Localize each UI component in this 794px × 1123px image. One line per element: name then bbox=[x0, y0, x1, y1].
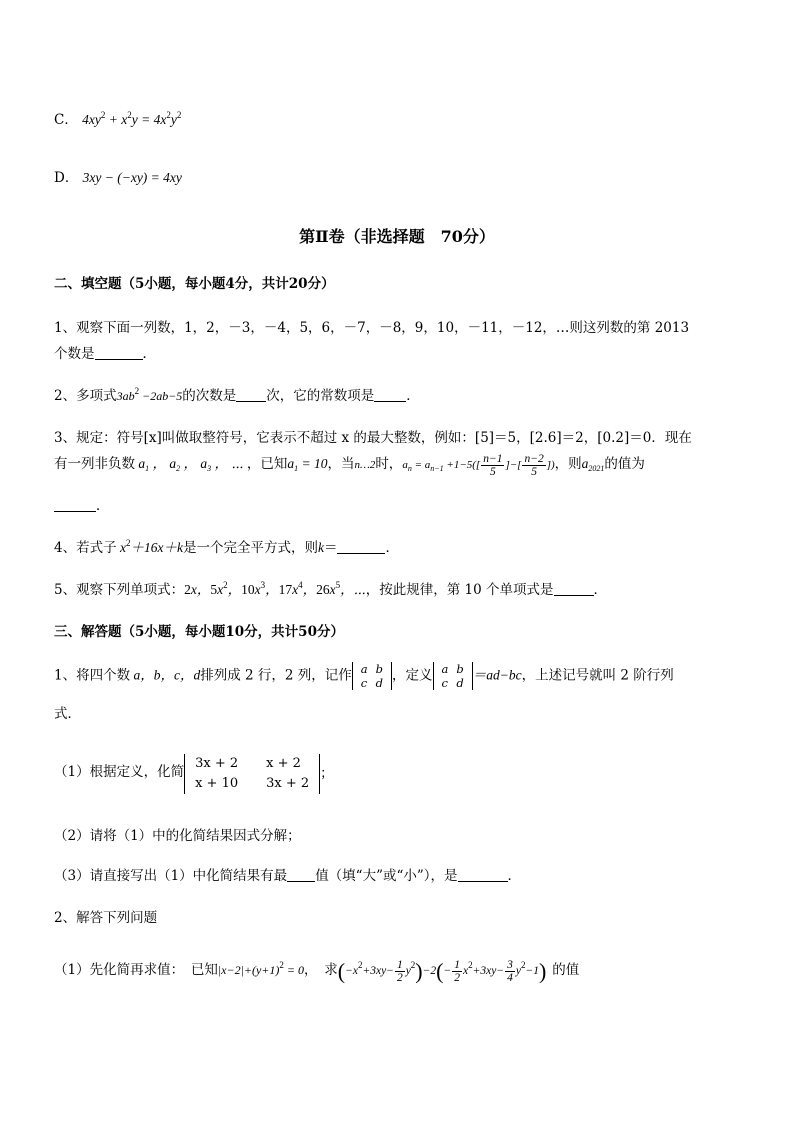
answer-blank[interactable] bbox=[54, 510, 96, 512]
section-title: 第Ⅱ卷（非选择题 70分） bbox=[299, 227, 495, 246]
answer-blank[interactable] bbox=[287, 880, 315, 882]
solve-q1-line1 bbox=[54, 662, 674, 690]
fill-q1-end: ． bbox=[142, 346, 156, 362]
fill-q5-text2: ，按此规律，第 10 个单项式是 bbox=[365, 582, 554, 598]
four-numbers: a，b，c，d bbox=[130, 667, 201, 683]
recurrence-formula: $a_n = a_{n-1} +1-5$([ $\frac{n-1}{5}$ ]−[ $\frac{n-2}{5}$ ]) bbox=[402, 452, 555, 478]
solve-q1-line2: 式． bbox=[54, 706, 81, 722]
polynomial-expression: $3ab^2 -2ab-5$ bbox=[116, 386, 183, 403]
solve-q1-sub1-text: （1）根据定义，化简 bbox=[54, 763, 185, 780]
answer-blank[interactable] bbox=[95, 358, 143, 360]
solve-q1-sub1 bbox=[54, 754, 334, 794]
determinant-expression: 3x + 2 x + 2 x + 10 3x + 2 bbox=[184, 754, 320, 794]
fill-q5-end: ． bbox=[593, 582, 608, 598]
answer-blank[interactable] bbox=[337, 552, 385, 554]
fill-q3-text: 有一列非负数 bbox=[54, 456, 135, 472]
solve-q1-sub3-text: （3）请直接写出（1）中化简结果有最 bbox=[54, 868, 288, 884]
fill-q3-line3 bbox=[54, 494, 110, 514]
option-d bbox=[54, 166, 182, 186]
fill-q3-text6: 的值为 bbox=[604, 456, 645, 472]
solve-q1-text2: 排列成 2 行，2 列，记作 bbox=[200, 667, 352, 684]
solve-q1-sub3-text2: 值（填“大”或“小”），是 bbox=[315, 868, 458, 884]
option-c-expression: $4xy^2 + x^2y = 4x^2y^2$ bbox=[82, 110, 182, 127]
fill-q3-line1: 3、规定：符号[x]叫做取整符号，它表示不超过 x 的最大整数，例如：[5]＝5，[2.6]＝2，[0.2]＝0．现在 bbox=[54, 430, 692, 446]
simplify-expression: ($-x^2+3xy-$ $\frac{1}{2}$ $y^2)-2(-$ $\frac{1}{2}$ $x^2+3xy-$ $\frac{3}{4}$ $y^2-1$) bbox=[337, 958, 547, 984]
solve-q1-text: 1、将四个数 bbox=[54, 667, 131, 684]
fill-q3-text5: ，则 bbox=[554, 456, 582, 472]
solve-q1-sub3 bbox=[54, 864, 521, 884]
determinant-definition: a b c d bbox=[433, 662, 473, 690]
solve-q1-text3: ，定义 bbox=[392, 667, 433, 684]
condition-n: n…2 bbox=[354, 459, 376, 471]
option-c bbox=[54, 108, 181, 128]
fill-q4-text2: 是一个完全平方式，则 bbox=[182, 540, 318, 556]
initial-value: $a_1 = 10$ bbox=[287, 456, 328, 473]
option-c-label: C． bbox=[54, 112, 78, 128]
fill-q3-text3: ，当 bbox=[327, 456, 355, 472]
fill-q1-line2 bbox=[54, 342, 156, 362]
fill-q3-text4: 时， bbox=[375, 456, 403, 472]
fill-q5-text: 5、观察下列单项式： bbox=[54, 582, 185, 598]
k-variable: k bbox=[317, 540, 324, 555]
fill-q2-text: 2、多项式 bbox=[54, 388, 117, 404]
fill-q1-text: 个数是 bbox=[54, 346, 95, 362]
solve-q1-sub2: （2）请将（1）中的化简结果因式分解； bbox=[54, 828, 301, 844]
solve-q2-sub1 bbox=[54, 958, 579, 984]
solve-q1-sub3-end: ． bbox=[507, 868, 522, 884]
part2-heading: 二、填空题（5小题，每小题4分，共计20分） bbox=[54, 276, 335, 292]
fill-q2-text3: 次，它的常数项是 bbox=[266, 388, 375, 404]
solve-q2-title: 2、解答下列问题 bbox=[54, 910, 158, 926]
solve-q2-sub1-end: 的值 bbox=[552, 962, 580, 978]
fill-q2 bbox=[54, 384, 420, 404]
fill-q5 bbox=[54, 578, 607, 598]
part3-heading: 三、解答题（5小题，每小题10分，共计50分） bbox=[54, 624, 344, 640]
answer-blank[interactable] bbox=[458, 880, 508, 882]
determinant-value: ＝ad−bc bbox=[472, 667, 522, 683]
answer-blank[interactable] bbox=[374, 400, 406, 402]
option-d-label: D． bbox=[54, 170, 79, 186]
solve-q1-sub1-end: ； bbox=[320, 765, 334, 782]
fill-q3-line2 bbox=[54, 452, 645, 478]
option-d-expression: 3xy − (−xy) = 4xy bbox=[82, 170, 182, 185]
determinant-notation: a b c d bbox=[352, 662, 392, 690]
fill-q4: 4、若式子 $x^2+16x+k$是一个完全平方式，则k＝ ． bbox=[54, 538, 399, 556]
fill-q2-text2: 的次数是 bbox=[182, 388, 237, 404]
fill-q3-text2: ，已知 bbox=[246, 456, 288, 472]
fill-q4-end: ． bbox=[385, 540, 399, 556]
answer-blank[interactable] bbox=[236, 400, 266, 402]
fill-q2-end: ． bbox=[406, 388, 420, 404]
solve-q1-text4: ，上述记号就叫 2 阶行列 bbox=[521, 667, 674, 684]
fill-q1-line1: 1、观察下面一列数，1，2，－3，－4，5，6，－7，－8，9，10，－11，－12，…则这列数的第 2013 bbox=[54, 320, 690, 336]
fill-q3-end: ． bbox=[96, 498, 110, 514]
square-expression: $x^2+16x+k$ bbox=[116, 538, 183, 555]
solve-q2-sub1-text2: ， 求 bbox=[304, 962, 338, 978]
fill-q4-text: 4、若式子 bbox=[54, 540, 117, 556]
solve-q2-sub1-text: （1）先化简再求值： 已知 bbox=[54, 962, 218, 978]
sequence-terms: $a_1$ ， $a_2$ ， $a_3$ ， ⋯ bbox=[135, 456, 247, 473]
answer-blank[interactable] bbox=[554, 594, 594, 596]
monomial-sequence: 2x，$5x^2$，$10x^3$，$17x^4$，$26x^5$，⋯ bbox=[184, 580, 366, 597]
condition-expression: $|x-2|+(y+1)^2 = 0$ bbox=[217, 960, 304, 977]
target-term: $a_{2021}$ bbox=[581, 456, 605, 473]
